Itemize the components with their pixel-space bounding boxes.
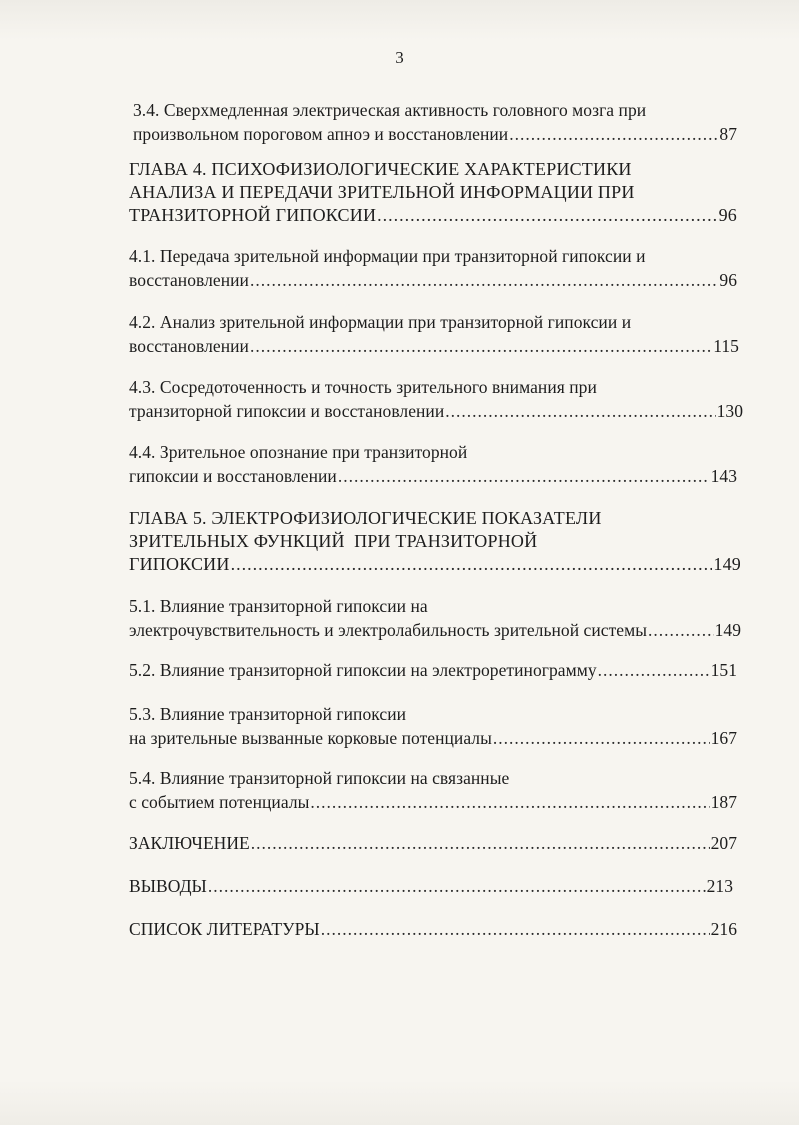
toc-entry-title-line: с событием потенциалы: [129, 792, 310, 812]
toc-entry-title-line: 4.4. Зрительное опознание при транзиторной: [129, 442, 468, 462]
toc-entry-4-1[interactable]: [129, 244, 737, 292]
toc-entry-references[interactable]: [129, 917, 737, 941]
toc-leader-dots: [509, 122, 718, 146]
toc-page-number: 149: [713, 554, 741, 574]
toc-entry-5-4[interactable]: [129, 766, 737, 814]
toc-entry-title-line: восстановлении: [129, 270, 249, 290]
toc-entry-title-line: на зрительные вызванные корковые потенциалы: [129, 728, 492, 748]
toc-entry-title-line: транзиторной гипоксии и восстановлении: [129, 401, 445, 421]
toc-entry-title-line: ГЛАВА 4. ПСИХОФИЗИОЛОГИЧЕСКИЕ ХАРАКТЕРИСТИКИ: [129, 159, 632, 179]
toc-entry-3-4[interactable]: [133, 98, 737, 146]
toc-entry-5-3[interactable]: [129, 702, 737, 750]
toc-page-number: 115: [713, 336, 739, 356]
toc-leader-dots: [250, 268, 718, 292]
toc-entry-chapter-5[interactable]: [129, 507, 741, 576]
toc-entry-5-1[interactable]: [129, 594, 741, 642]
toc-page-number: 143: [710, 466, 737, 486]
toc-entry-title-line: восстановлении: [129, 336, 249, 356]
toc-leader-dots: [231, 553, 713, 576]
toc-entry-title-line: электрочувствительность и электролабильность зрительной системы: [129, 620, 648, 640]
toc-entry-chapter-4[interactable]: [129, 158, 737, 227]
toc-page-number: 207: [710, 833, 737, 853]
toc-entry-5-2[interactable]: [129, 658, 737, 682]
toc-entry-title-line: 4.1. Передача зрительной информации при транзиторной гипоксии и: [129, 246, 646, 266]
toc-leader-dots: [208, 874, 706, 898]
toc-entry-4-4[interactable]: [129, 440, 737, 488]
toc-entry-title-line: произвольном пороговом апноэ и восстановлении: [133, 124, 509, 144]
toc-leader-dots: [251, 831, 710, 855]
toc-page-number: 96: [719, 270, 737, 290]
toc-leader-dots: [493, 726, 710, 750]
toc-entry-title-line: СПИСОК ЛИТЕРАТУРЫ: [129, 919, 320, 939]
toc-leader-dots: [445, 399, 715, 423]
toc-page-number: 213: [706, 876, 733, 896]
toc-leader-dots: [250, 334, 712, 358]
toc-entry-title-line: АНАЛИЗА И ПЕРЕДАЧИ ЗРИТЕЛЬНОЙ ИНФОРМАЦИИ ПРИ: [129, 182, 635, 202]
toc-page-number: 87: [719, 124, 737, 144]
toc-leader-dots: [598, 658, 710, 682]
toc-entry-title-line: ТРАНЗИТОРНОЙ ГИПОКСИИ: [129, 205, 377, 225]
toc-leader-dots: [648, 618, 714, 642]
page-number: 3: [395, 48, 404, 67]
toc-entry-findings[interactable]: [129, 874, 733, 898]
toc-entry-title-line: 5.2. Влияние транзиторной гипоксии на электроретинограмму: [129, 660, 597, 680]
toc-entry-title-line: гипоксии и восстановлении: [129, 466, 337, 486]
toc-leader-dots: [377, 204, 717, 227]
toc-page-number: 151: [710, 660, 737, 680]
toc-entry-4-2[interactable]: [129, 310, 739, 358]
toc-entry-title-line: 5.1. Влияние транзиторной гипоксии на: [129, 596, 428, 616]
toc-entry-title-line: 3.4. Сверхмедленная электрическая активность головного мозга при: [133, 100, 647, 120]
toc-entry-4-3[interactable]: [129, 375, 743, 423]
toc-page-number: 149: [714, 620, 741, 640]
toc-leader-dots: [310, 790, 709, 814]
toc-entry-title-line: ГИПОКСИИ: [129, 554, 230, 574]
toc-leader-dots: [321, 917, 710, 941]
toc-page-number: 130: [716, 401, 743, 421]
toc-entry-title-line: 5.4. Влияние транзиторной гипоксии на связанные: [129, 768, 510, 788]
toc-entry-title-line: ГЛАВА 5. ЭЛЕКТРОФИЗИОЛОГИЧЕСКИЕ ПОКАЗАТЕЛИ: [129, 508, 602, 528]
toc-entry-title-line: 4.2. Анализ зрительной информации при транзиторной гипоксии и: [129, 312, 632, 332]
toc-entry-title-line: ЗАКЛЮЧЕНИЕ: [129, 833, 250, 853]
toc-page-number: 187: [710, 792, 737, 812]
toc-entry-title-line: ВЫВОДЫ: [129, 876, 207, 896]
toc-page-number: 167: [710, 728, 737, 748]
toc-page-number: 216: [710, 919, 737, 939]
toc-entry-conclusion[interactable]: [129, 831, 737, 855]
toc-leader-dots: [338, 464, 710, 488]
toc-entry-title-line: 5.3. Влияние транзиторной гипоксии: [129, 704, 407, 724]
toc-entry-title-line: ЗРИТЕЛЬНЫХ ФУНКЦИЙ ПРИ ТРАНЗИТОРНОЙ: [129, 531, 538, 551]
toc-entry-title-line: 4.3. Сосредоточенность и точность зрительного внимания при: [129, 377, 597, 397]
toc-page-number: 96: [718, 205, 737, 225]
